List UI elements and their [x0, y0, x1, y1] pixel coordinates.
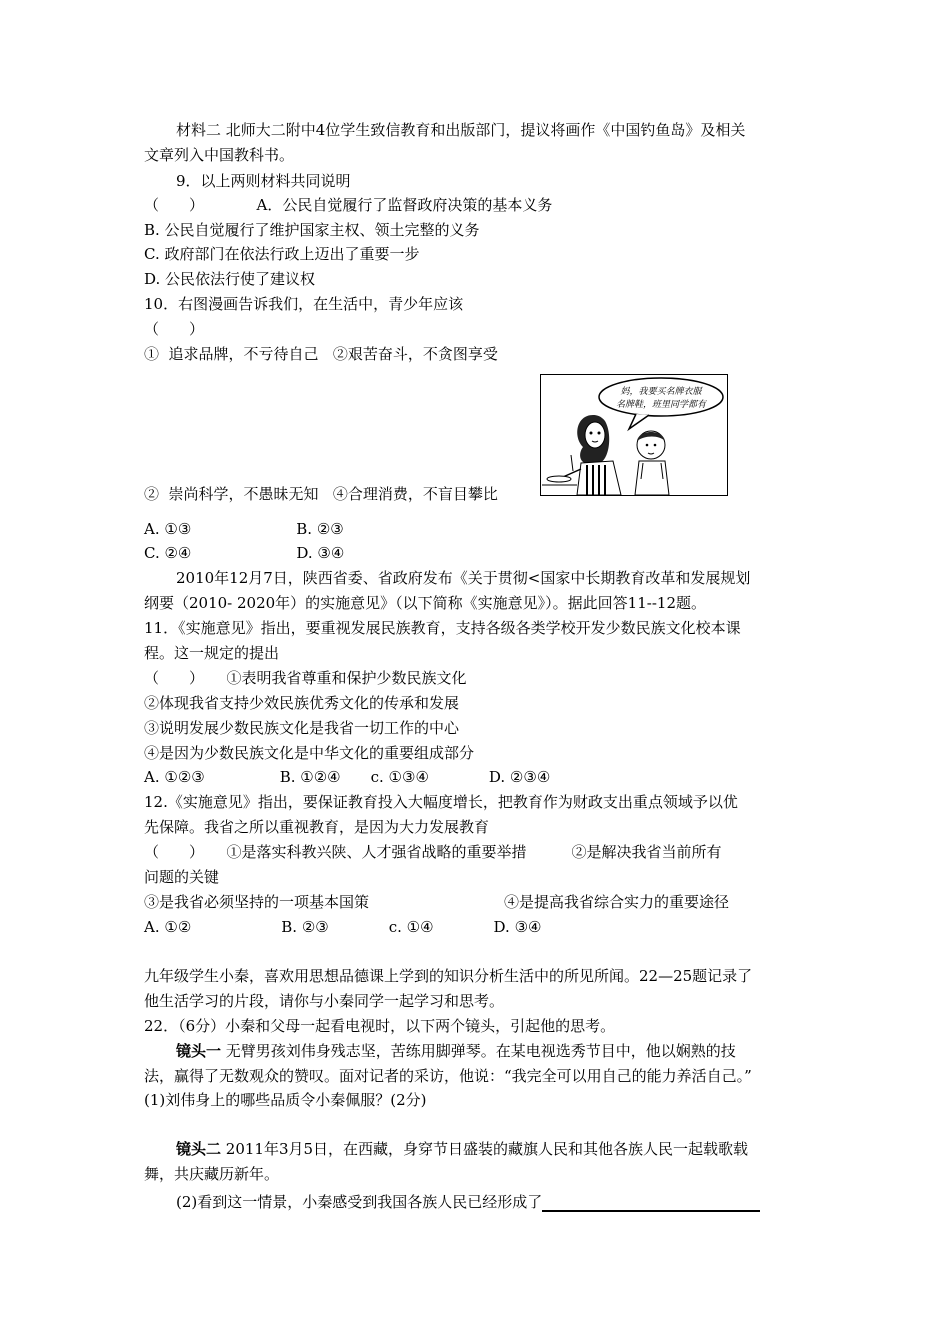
cartoon-speech-line-2: 名牌鞋，班里同学都有: [615, 400, 707, 410]
q11-item-2: ②体现我省支持少效民族优秀文化的传承和发展: [144, 694, 460, 712]
q11-stem-line-1: 11．《实施意见》指出，要重视发展民族教育，支持各级各类学校开发少数民族文化校本课: [144, 619, 741, 637]
shot-2-label: 镜头二: [176, 1140, 222, 1158]
shot-2-line-1: [176, 1139, 748, 1159]
section-2-intro-line-1: 九年级学生小秦，喜欢用思想品德课上学到的知识分析生活中的所见所闻。22—25题记录了: [144, 967, 753, 985]
cartoon-image: [540, 374, 728, 496]
q12-items-3-4: ③是我省必须坚持的一项基本国策 ④是提高我省综合实力的重要途径: [144, 893, 730, 911]
shot-1-line-1: [176, 1041, 736, 1061]
material-2-line-1: 材料二 北师大二附中4位学生致信教育和出版部门，提议将画作《中国钓鱼岛》及相关: [176, 121, 746, 139]
q11-options: A. ①②③ B. ①②④ c. ①③④ D. ②③④: [144, 768, 551, 786]
q10-stem: 10．右图漫画告诉我们，在生活中，青少年应该: [144, 295, 464, 313]
q9-option-b: B. 公民自觉履行了维护国家主权、领土完整的义务: [144, 221, 480, 239]
material-2-line-2: 文章列入中国教科书。: [144, 146, 295, 164]
q9-option-c: C. 政府部门在依法行政上迈出了重要一步: [144, 245, 420, 263]
shot-1-text: 无臂男孩刘伟身残志坚，苦练用脚弹琴。在某电视选秀节目中，他以娴熟的技: [221, 1042, 736, 1060]
q10-options-ab: A. ①③ B. ②③: [144, 520, 344, 538]
section-2-intro-line-2: 他生活学习的片段，请你与小秦同学一起学习和思考。: [144, 992, 505, 1010]
q11-item-1: （ ） ①表明我省尊重和保护少数民族文化: [144, 669, 467, 687]
q12-items-1-2: （ ） ①是落实科教兴陕、人才强省战略的重要举措 ②是解决我省当前所有: [144, 843, 722, 861]
q12-options: A. ①② B. ②③ c. ①④ D. ③④: [144, 918, 542, 936]
shot-2-line-2: 舞，共庆藏历新年。: [144, 1165, 280, 1183]
cartoon-drawing: [541, 375, 727, 495]
q9-option-d: D. 公民依法行使了建议权: [144, 270, 316, 288]
shot-2-question: [176, 1192, 760, 1212]
shot-1-label: 镜头一: [176, 1042, 222, 1060]
q10-answer-paren: （ ）: [144, 320, 205, 338]
answer-blank[interactable]: [542, 1194, 760, 1212]
shot-2-text: 2011年3月5日，在西藏，身穿节日盛装的藏旗人民和其他各族人民一起载歌载: [221, 1140, 749, 1158]
shot-1-question: (1)刘伟身上的哪些品质令小秦佩服？(2分): [144, 1091, 427, 1109]
q10-options-cd: C. ②④ D. ③④: [144, 544, 345, 562]
q12-stem-line-1: 12.《实施意见》指出，要保证教育投入大幅度增长，把教育作为财政支出重点领域予以优: [144, 793, 738, 811]
q10-items-1-2: ① 追求品牌，不亏待自己 ②艰苦奋斗，不贪图享受: [144, 345, 498, 363]
q11-item-3: ③说明发展少数民族文化是我省一切工作的中心: [144, 719, 460, 737]
q11-stem-line-2: 程。这一规定的提出: [144, 644, 280, 662]
q12-stem-line-2: 先保障。我省之所以重视教育，是因为大力发展教育: [144, 818, 490, 836]
q12-items-1-2-cont: 问题的关键: [144, 868, 220, 886]
q9-stem: 9．以上两则材料共同说明: [176, 172, 351, 190]
intro-11-12-line-2: 纲要（2010- 2020年）的实施意见》（以下简称《实施意见》）。据此回答11--12题。: [144, 594, 706, 612]
q10-items-3-4: ② 崇尚科学，不愚昧无知 ④合理消费，不盲目攀比: [144, 485, 498, 503]
shot-2-question-text: (2)看到这一情景，小秦感受到我国各族人民已经形成了: [176, 1193, 543, 1211]
cartoon-speech-line-1: 妈，我要买名牌衣服: [620, 387, 702, 397]
q9-option-a: （ ） A．公民自觉履行了监督政府决策的基本义务: [144, 196, 553, 214]
shot-1-line-2: 法，赢得了无数观众的赞叹。面对记者的采访，他说：“我完全可以用自己的能力养活自己。”: [144, 1067, 752, 1085]
q22-stem: 22．（6分）小秦和父母一起看电视时，以下两个镜头，引起他的思考。: [144, 1017, 616, 1035]
intro-11-12-line-1: 2010年12月7日，陕西省委、省政府发布《关于贯彻<国家中长期教育改革和发展规划: [176, 569, 751, 587]
q11-item-4: ④是因为少数民族文化是中华文化的重要组成部分: [144, 744, 475, 762]
